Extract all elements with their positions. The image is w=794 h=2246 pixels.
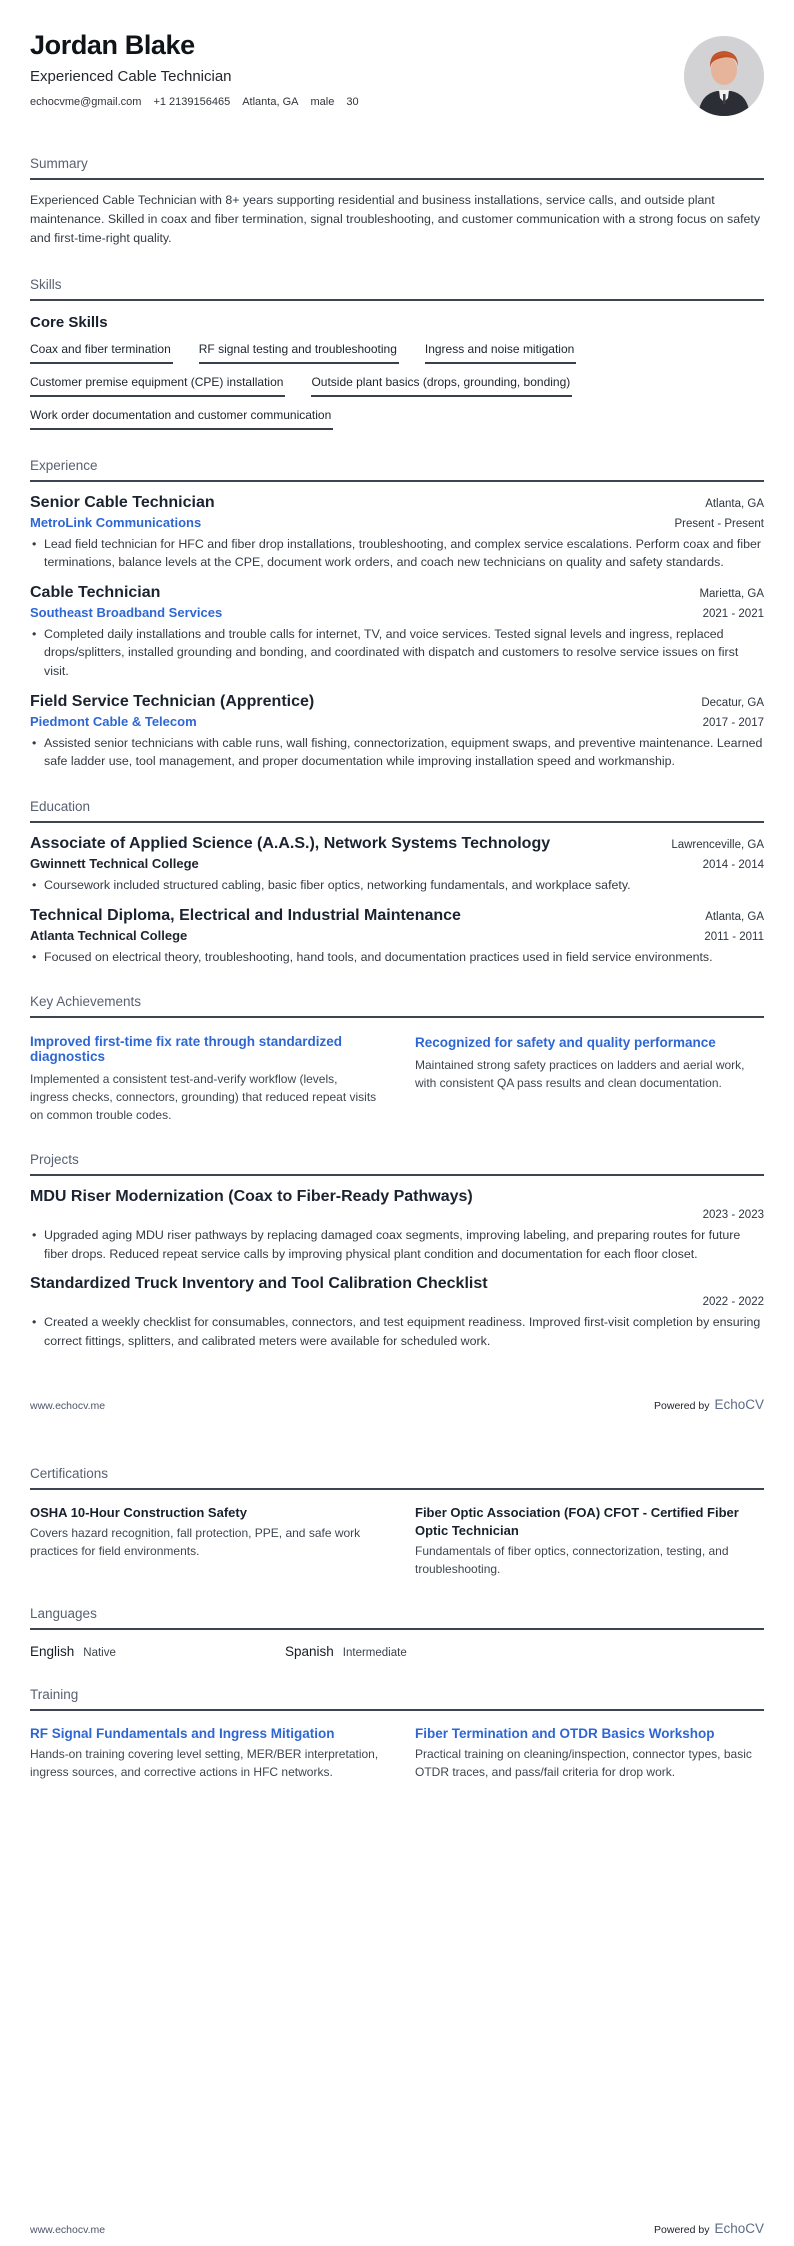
- language-level: Intermediate: [342, 1646, 407, 1659]
- skill-item: RF signal testing and troubleshooting: [199, 331, 399, 364]
- echocv-brand-link[interactable]: EchoCV: [714, 2221, 764, 2236]
- training-text: Hands-on training covering level setting, MER/BER interpretation, ingress sources, and corrective actions in HFC networks.: [30, 1746, 379, 1779]
- certification-text: Fundamentals of fiber optics, connectorization, testing, and troubleshooting.: [415, 1543, 729, 1576]
- contact-phone: +1 2139156465: [153, 96, 231, 108]
- training-item: [30, 1725, 379, 1781]
- skills-list: [30, 331, 764, 430]
- section-experience: [30, 458, 764, 771]
- job-dates: Present - Present: [674, 517, 764, 530]
- job-title: Field Service Technician (Apprentice): [30, 692, 315, 710]
- language-name: Spanish: [285, 1643, 334, 1659]
- achievement-text: Implemented a consistent test-and-verify workflow (levels, ingress checks, connectors, grounding) that reduced repeat visits on common trouble codes.: [30, 1072, 377, 1123]
- school-name: Atlanta Technical College: [30, 927, 188, 943]
- person-name: Jordan Blake: [30, 30, 195, 60]
- job-dates: 2017 - 2017: [702, 716, 764, 729]
- education-bullet: • Coursework included structured cabling, basic fiber optics, networking fundamentals, and workplace safety.: [30, 876, 764, 895]
- education-entry: [30, 907, 764, 967]
- section-certifications: [30, 1466, 764, 1578]
- job-bullet: • Completed daily installations and trouble calls for internet, TV, and voice services. Tested signal levels and ingress, replaced drops/splitters, installed grounding and bonding, and coordinated with dispatch and customers to resolve service issues on first visit.: [30, 625, 764, 681]
- achievement-item: [30, 1034, 379, 1124]
- project-dates: 2022 - 2022: [702, 1296, 764, 1309]
- person-title: Experienced Cable Technician: [30, 68, 232, 85]
- section-education: [30, 799, 764, 966]
- skills-group-title: Core Skills: [30, 313, 108, 331]
- section-achievements: [30, 994, 764, 1124]
- certification-text: Covers hazard recognition, fall protection, PPE, and safe work practices for field environments.: [30, 1525, 361, 1558]
- project-bullet: • Created a weekly checklist for consumables, connectors, and test equipment readiness. Improved first-visit completion by ensuring correct fittings, splitters, and calibrated meters were available for scheduled work.: [30, 1313, 764, 1350]
- site-link[interactable]: www.echocv.me: [30, 2224, 106, 2236]
- skill-item: Customer premise equipment (CPE) installation: [30, 364, 285, 397]
- certifications-heading: Certifications: [30, 1466, 764, 1490]
- site-link[interactable]: www.echocv.me: [30, 1399, 106, 1412]
- powered-by-prefix: Powered by: [654, 1399, 710, 1412]
- project-title: Standardized Truck Inventory and Tool Calibration Checklist: [30, 1275, 488, 1293]
- experience-entry: [30, 494, 764, 572]
- experience-entry: [30, 584, 764, 681]
- page-footer: [30, 1397, 764, 1412]
- training-text: Practical training on cleaning/inspection, connector types, basic OTDR traces, and pass/fail criteria for drop work.: [415, 1746, 752, 1779]
- skill-item: Outside plant basics (drops, grounding, bonding): [311, 364, 572, 397]
- education-entry: [30, 835, 764, 895]
- skill-item: Work order documentation and customer communication: [30, 397, 333, 430]
- bottom-page-footer: [30, 2221, 764, 2236]
- education-heading: Education: [30, 799, 764, 823]
- school-dates: 2014 - 2014: [702, 858, 764, 871]
- profile-photo: [684, 36, 764, 116]
- achievement-title-link[interactable]: Recognized for safety and quality performance: [415, 1035, 716, 1051]
- training-title-link[interactable]: RF Signal Fundamentals and Ingress Mitigation: [30, 1725, 335, 1741]
- training-item: [415, 1725, 764, 1781]
- contact-row: [30, 96, 359, 108]
- language-item: [285, 1644, 764, 1659]
- echocv-brand-link[interactable]: EchoCV: [714, 1396, 764, 1412]
- achievement-text: Maintained strong safety practices on ladders and aerial work, with consistent QA pass results and clean documentation.: [415, 1058, 745, 1091]
- languages-heading: Languages: [30, 1606, 764, 1630]
- language-level: Native: [83, 1646, 116, 1659]
- training-title-link[interactable]: Fiber Termination and OTDR Basics Workshop: [415, 1725, 715, 1741]
- job-location: Atlanta, GA: [705, 497, 764, 510]
- job-location: Marietta, GA: [699, 587, 764, 600]
- experience-heading: Experience: [30, 458, 764, 482]
- languages-list: [30, 1644, 764, 1659]
- section-projects: [30, 1152, 764, 1350]
- company-link[interactable]: Southeast Broadband Services: [30, 604, 223, 620]
- project-bullet: • Upgraded aging MDU riser pathways by replacing damaged coax segments, improving labeling, and preparing routes for future fiber drops. Reduced repeat service calls by improving physical plant condition and documentation for each floor closet.: [30, 1226, 764, 1263]
- education-bullet: • Focused on electrical theory, troubleshooting, hand tools, and documentation practices used in field service environments.: [30, 948, 764, 967]
- job-bullet: • Assisted senior technicians with cable runs, wall fishing, connectorization, equipment swaps, and preventive maintenance. Learned safe ladder use, tool management, and proper documentation while improving installation speed and workmanship.: [30, 734, 764, 771]
- project-entry: [30, 1275, 764, 1350]
- section-summary: [30, 156, 764, 249]
- language-item: [30, 1644, 285, 1659]
- section-skills: [30, 277, 764, 430]
- project-entry: [30, 1188, 764, 1263]
- job-title: Senior Cable Technician: [30, 493, 215, 511]
- contact-gender: male: [310, 96, 335, 108]
- powered-by-prefix: Powered by: [654, 2224, 710, 2236]
- certification-item: [415, 1504, 764, 1578]
- certification-title: Fiber Optic Association (FOA) CFOT - Certified Fiber Optic Technician: [415, 1504, 739, 1538]
- job-location: Decatur, GA: [701, 696, 764, 709]
- contact-email: echocvme@gmail.com: [30, 96, 142, 108]
- section-languages: [30, 1606, 764, 1659]
- project-title: MDU Riser Modernization (Coax to Fiber-Ready Pathways): [30, 1188, 473, 1206]
- summary-text: Experienced Cable Technician with 8+ years supporting residential and business installations, service calls, and outside plant maintenance. Skilled in coax and fiber termination, signal troubleshooting, and customer communication with a strong focus on safety and first-time-right quality.: [30, 193, 761, 246]
- summary-heading: Summary: [30, 156, 764, 180]
- achievements-heading: Key Achievements: [30, 994, 764, 1018]
- skill-item: Ingress and noise mitigation: [425, 331, 576, 364]
- achievement-item: [415, 1034, 764, 1124]
- language-name: English: [30, 1643, 75, 1659]
- contact-age: 30: [346, 96, 359, 108]
- school-name: Gwinnett Technical College: [30, 855, 199, 871]
- projects-heading: Projects: [30, 1152, 764, 1176]
- project-dates: 2023 - 2023: [702, 1209, 764, 1222]
- contact-location: Atlanta, GA: [242, 96, 299, 108]
- company-link[interactable]: Piedmont Cable & Telecom: [30, 713, 197, 729]
- header-identity: [30, 30, 359, 108]
- skills-heading: Skills: [30, 277, 764, 301]
- job-title: Cable Technician: [30, 583, 161, 601]
- skill-item: Coax and fiber termination: [30, 331, 173, 364]
- job-bullet: • Lead field technician for HFC and fiber drop installations, troubleshooting, and complex service escalations. Perform coax and fiber terminations, balance levels at the CPE, document work orders, and coach new technicians on quality and safety standards.: [30, 535, 764, 572]
- certification-item: [30, 1504, 379, 1578]
- job-dates: 2021 - 2021: [702, 607, 764, 620]
- company-link[interactable]: MetroLink Communications: [30, 514, 202, 530]
- section-training: [30, 1687, 764, 1781]
- school-location: Lawrenceville, GA: [671, 838, 764, 851]
- powered-by: [654, 2221, 764, 2236]
- experience-entry: [30, 693, 764, 771]
- resume-header: [30, 30, 764, 116]
- achievement-title-link[interactable]: Improved first-time fix rate through standardized diagnostics: [30, 1034, 343, 1065]
- certification-title: OSHA 10-Hour Construction Safety: [30, 1504, 247, 1520]
- powered-by: [654, 1397, 764, 1412]
- profile-photo-image: [684, 36, 764, 116]
- training-heading: Training: [30, 1687, 764, 1711]
- school-location: Atlanta, GA: [705, 910, 764, 923]
- degree-title: Technical Diploma, Electrical and Industrial Maintenance: [30, 906, 461, 924]
- degree-title: Associate of Applied Science (A.A.S.), Network Systems Technology: [30, 834, 551, 852]
- school-dates: 2011 - 2011: [704, 930, 764, 943]
